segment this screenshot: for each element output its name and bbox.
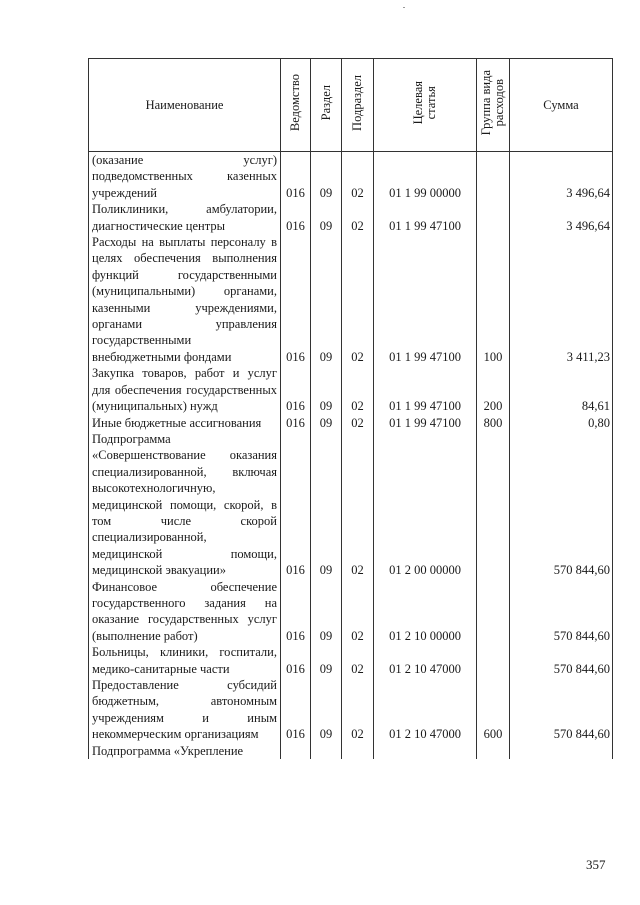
row-subsection: 02 xyxy=(342,644,374,677)
row-amount: 570 844,60 xyxy=(510,677,613,743)
row-subsection: 02 xyxy=(342,431,374,579)
row-name: Закупка товаров, работ и услуг для обеспечения государственных (муниципальных) нужд xyxy=(89,365,281,414)
row-target: 01 1 99 47100 xyxy=(374,415,477,431)
row-department: 016 xyxy=(281,234,311,365)
row-section: 09 xyxy=(311,677,342,743)
scan-speck xyxy=(403,7,405,8)
row-name: Подпрограмма «Совершенствование оказания специализированной, включая высокотехнологичную, медицинской помощи, скорой, в том числе скорой специализированной, медицинской помощи, медицинской эвакуации» xyxy=(89,431,281,579)
row-target: 01 2 10 47000 xyxy=(374,644,477,677)
row-section: 09 xyxy=(311,152,342,202)
row-department: 016 xyxy=(281,677,311,743)
row-name: Поликлиники, амбулатории, диагностические центры xyxy=(89,201,281,234)
table-row xyxy=(89,743,613,759)
row-target: 01 2 10 00000 xyxy=(374,579,477,645)
table-row xyxy=(89,579,613,645)
row-name: Иные бюджетные ассигнования xyxy=(89,415,281,431)
row-department: 016 xyxy=(281,201,311,234)
row-expense-group xyxy=(477,201,510,234)
row-amount: 3 496,64 xyxy=(510,152,613,202)
header-amount: Сумма xyxy=(510,59,613,152)
table-body xyxy=(89,152,613,760)
table-row xyxy=(89,415,613,431)
row-subsection: 02 xyxy=(342,579,374,645)
row-target: 01 1 99 47100 xyxy=(374,234,477,365)
row-subsection: 02 xyxy=(342,415,374,431)
table-header-row xyxy=(89,59,613,152)
row-subsection: 02 xyxy=(342,365,374,414)
header-subsection: Подраздел xyxy=(342,59,374,152)
row-amount: 3 411,23 xyxy=(510,234,613,365)
row-subsection: 02 xyxy=(342,152,374,202)
row-expense-group: 600 xyxy=(477,677,510,743)
row-amount: 570 844,60 xyxy=(510,579,613,645)
row-section: 09 xyxy=(311,415,342,431)
row-expense-group: 800 xyxy=(477,415,510,431)
row-target: 01 1 99 00000 xyxy=(374,152,477,202)
row-section xyxy=(311,743,342,759)
row-subsection: 02 xyxy=(342,234,374,365)
row-name: Предоставление субсидий бюджетным, автономным учреждениям и иным некоммерческим организациям xyxy=(89,677,281,743)
header-target: Целевая статья xyxy=(374,59,477,152)
row-expense-group xyxy=(477,152,510,202)
row-section: 09 xyxy=(311,365,342,414)
row-expense-group xyxy=(477,743,510,759)
row-name: Больницы, клиники, госпитали, медико-санитарные части xyxy=(89,644,281,677)
row-section: 09 xyxy=(311,201,342,234)
row-expense-group xyxy=(477,644,510,677)
row-target xyxy=(374,743,477,759)
header-expense-group: Группа вида расходов xyxy=(477,59,510,152)
table-row xyxy=(89,677,613,743)
row-name: (оказание услуг) подведомственных казенных учреждений xyxy=(89,152,281,202)
row-department: 016 xyxy=(281,579,311,645)
row-department: 016 xyxy=(281,152,311,202)
row-section: 09 xyxy=(311,579,342,645)
table-row xyxy=(89,201,613,234)
header-department: Ведомство xyxy=(281,59,311,152)
row-department xyxy=(281,743,311,759)
table-row xyxy=(89,644,613,677)
header-section: Раздел xyxy=(311,59,342,152)
row-section: 09 xyxy=(311,644,342,677)
row-subsection xyxy=(342,743,374,759)
row-amount xyxy=(510,743,613,759)
table-row xyxy=(89,365,613,414)
row-amount: 570 844,60 xyxy=(510,644,613,677)
row-department: 016 xyxy=(281,431,311,579)
row-subsection: 02 xyxy=(342,201,374,234)
page-number: 357 xyxy=(586,857,606,872)
row-expense-group: 100 xyxy=(477,234,510,365)
row-department: 016 xyxy=(281,415,311,431)
row-name: Подпрограмма «Укрепление xyxy=(89,743,281,759)
row-section: 09 xyxy=(311,234,342,365)
row-subsection: 02 xyxy=(342,677,374,743)
row-amount: 3 496,64 xyxy=(510,201,613,234)
table-row xyxy=(89,234,613,365)
row-target: 01 1 99 47100 xyxy=(374,201,477,234)
row-section: 09 xyxy=(311,431,342,579)
row-expense-group xyxy=(477,431,510,579)
header-name: Наименование xyxy=(89,59,281,152)
row-department: 016 xyxy=(281,644,311,677)
table-row xyxy=(89,431,613,579)
budget-table xyxy=(88,58,613,759)
row-name: Расходы на выплаты персоналу в целях обеспечения выполнения функций государственными (муниципальными) органами, казенными учреждениями, органами управления государственными внебюджетными фондами xyxy=(89,234,281,365)
row-expense-group: 200 xyxy=(477,365,510,414)
row-target: 01 2 10 47000 xyxy=(374,677,477,743)
table-row xyxy=(89,152,613,202)
row-amount: 570 844,60 xyxy=(510,431,613,579)
row-target: 01 1 99 47100 xyxy=(374,365,477,414)
row-expense-group xyxy=(477,579,510,645)
row-name: Финансовое обеспечение государственного задания на оказание государственных услуг (выполнение работ) xyxy=(89,579,281,645)
row-amount: 84,61 xyxy=(510,365,613,414)
row-department: 016 xyxy=(281,365,311,414)
row-amount: 0,80 xyxy=(510,415,613,431)
row-target: 01 2 00 00000 xyxy=(374,431,477,579)
